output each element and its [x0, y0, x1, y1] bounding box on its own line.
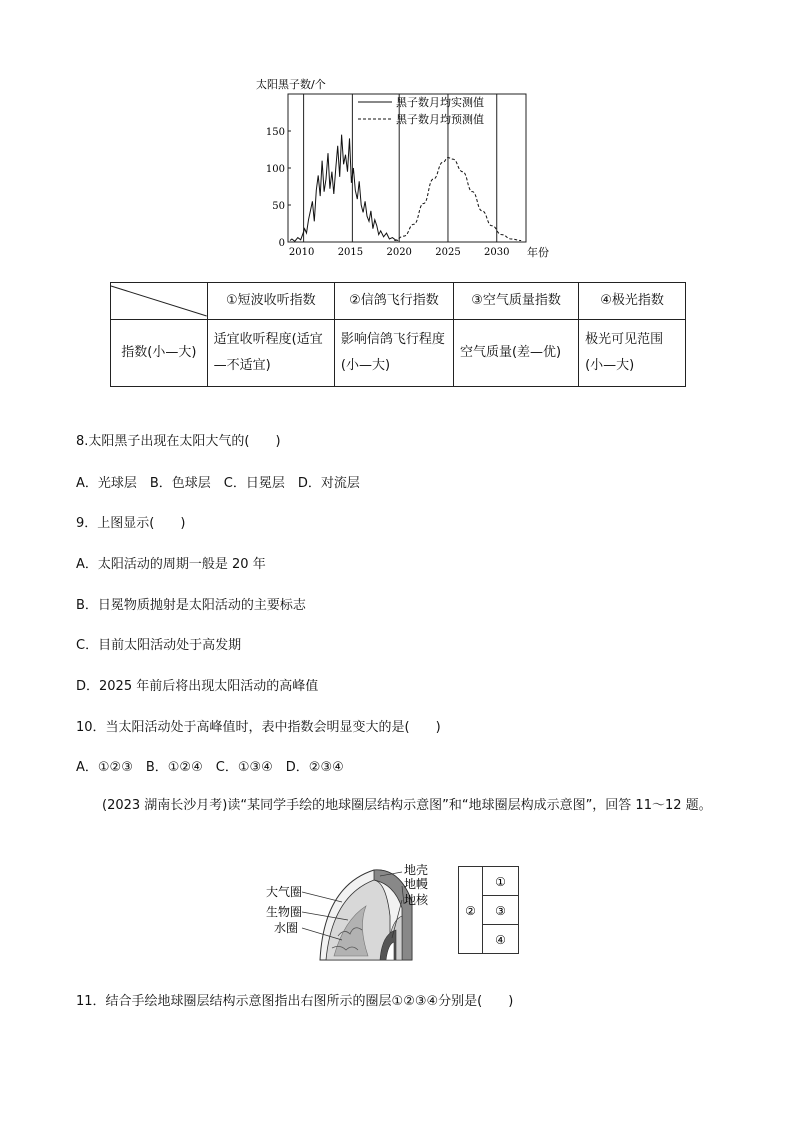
question-8-options: A．光球层 B．色球层 C．日冕层 D．对流层: [76, 476, 360, 491]
x-axis-label: 年份: [527, 246, 549, 259]
layer-label-2: ②: [465, 904, 476, 918]
table-row: [111, 320, 686, 387]
diagonal-line: [111, 286, 207, 316]
question-9-option-d: D．2025 年前后将出现太阳活动的高峰值: [76, 679, 319, 694]
x-tick-label: 2030: [484, 247, 510, 258]
y-tick-label: 50: [272, 201, 285, 212]
table-cell: 极光可见范围(小—大): [579, 320, 686, 387]
x-tick-label: 2020: [386, 247, 412, 258]
table-header: ①短波收听指数: [207, 283, 334, 320]
table-header: ④极光指数: [579, 283, 686, 320]
layer-label-4: ④: [495, 933, 506, 947]
index-table: [110, 282, 686, 387]
layer-label-3: ③: [495, 904, 506, 918]
table-cell: 空气质量(差—优): [453, 320, 578, 387]
question-9-option-c: C．目前太阳活动处于高发期: [76, 638, 242, 653]
table-row-label: 指数(小—大): [111, 320, 208, 387]
label-hydrosphere: 水圈: [274, 921, 299, 935]
earth-sphere-figure: [262, 856, 442, 968]
question-9-option-b: B．日冕物质抛射是太阳活动的主要标志: [76, 598, 306, 613]
label-atmosphere: 大气圈: [266, 885, 303, 899]
table-header-row: [111, 283, 686, 320]
question-10: 10．当太阳活动处于高峰值时，表中指数会明显变大的是( ): [76, 720, 441, 735]
table-cell: 影响信鸽飞行程度(小—大): [334, 320, 453, 387]
layer-label-1: ①: [495, 875, 506, 889]
label-biosphere: 生物圈: [266, 905, 303, 919]
layer-composition-diagram: [458, 866, 522, 954]
series-observed-line: [290, 135, 398, 242]
table-cell: 适宜收听程度(适宜—不适宜): [207, 320, 334, 387]
earth-drawing: [302, 870, 412, 960]
question-11: 11．结合手绘地球圈层结构示意图指出右图所示的圈层①②③④分别是( ): [76, 994, 514, 1009]
question-8: 8.太阳黑子出现在太阳大气的( ): [76, 434, 281, 449]
table-diagonal-cell: [111, 283, 208, 320]
y-axis-label: 太阳黑子数/个: [256, 78, 326, 91]
legend-label: 黑子数月均预测值: [396, 113, 484, 126]
y-tick-label: 150: [265, 127, 285, 138]
y-tick-label: 100: [265, 164, 285, 175]
x-tick-label: 2010: [288, 247, 315, 258]
legend-label: 黑子数月均实测值: [396, 96, 484, 109]
question-9: 9．上图显示( ): [76, 516, 186, 531]
label-mantle: 地幔: [404, 877, 429, 891]
x-tick-label: 2025: [435, 247, 461, 258]
label-core: 地核: [404, 893, 429, 907]
sunspot-chart: [250, 74, 549, 264]
table-header: ②信鸽飞行指数: [334, 283, 453, 320]
question-10-options: A．①②③ B．①②④ C．①③④ D．②③④: [76, 760, 344, 775]
series-predicted-line: [394, 158, 521, 241]
passage-intro: (2023 湖南长沙月考)读“某同学手绘的地球圈层结构示意图”和“地球圈层构成示意图”，回答 11～12 题。: [102, 798, 712, 813]
x-tick-label: 2015: [337, 247, 364, 258]
question-9-option-a: A．太阳活动的周期一般是 20 年: [76, 557, 266, 572]
label-crust: 地壳: [404, 863, 429, 877]
y-tick-label: 0: [278, 238, 285, 249]
table-header: ③空气质量指数: [453, 283, 578, 320]
